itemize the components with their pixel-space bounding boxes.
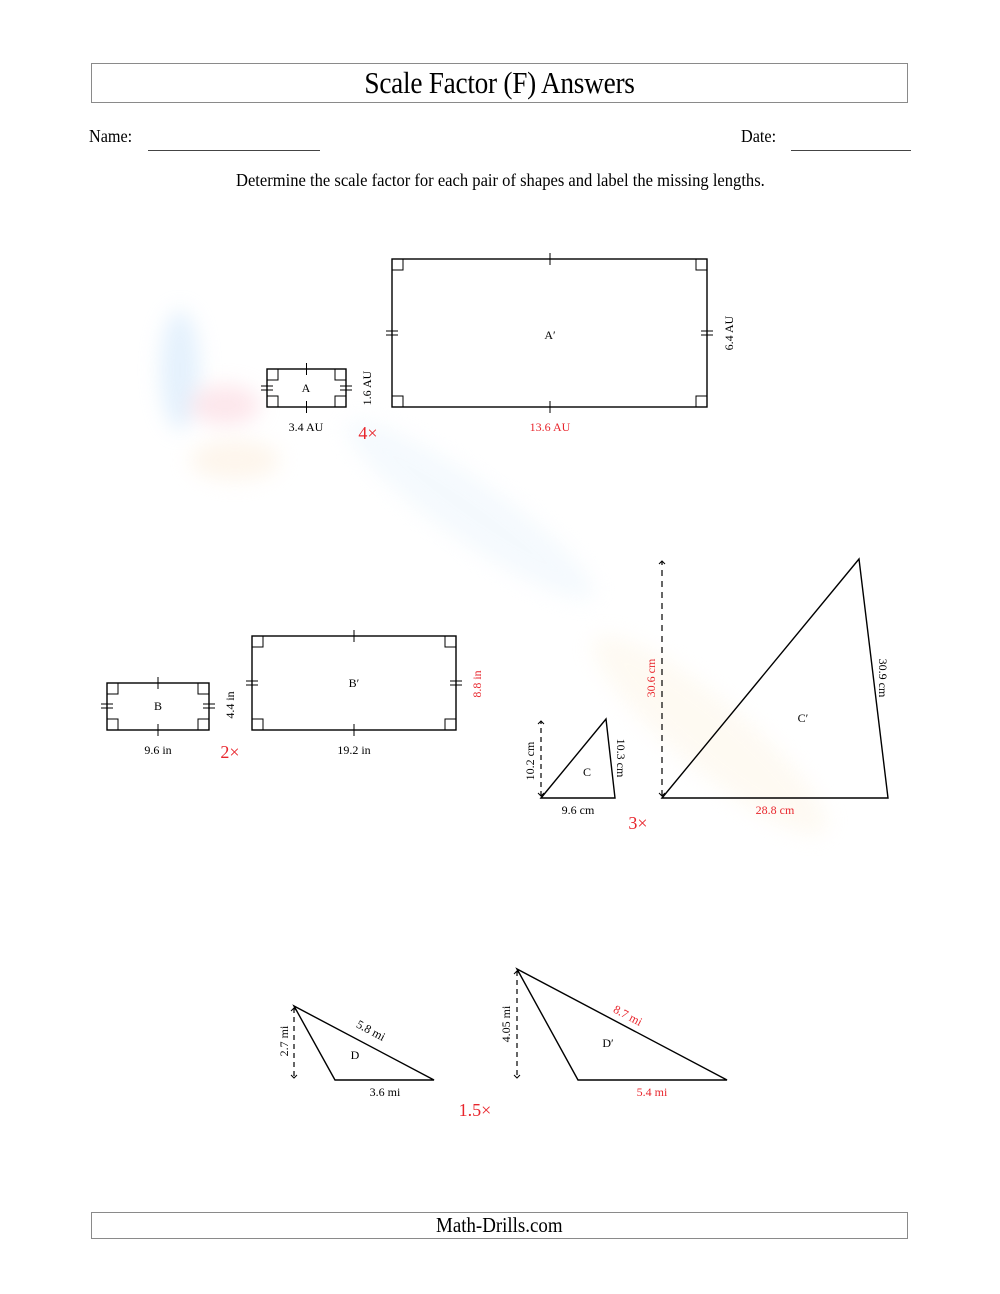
shape-d-base: 3.6 mi <box>369 1085 401 1099</box>
shape-c-prime-label: C′ <box>797 711 809 725</box>
shape-b-prime-label: B′ <box>348 676 360 690</box>
instructions-text: Determine the scale factor for each pair of shapes and label the missing lengths. <box>235 170 765 190</box>
shape-a-prime-width: 13.6 AU <box>529 420 571 434</box>
shape-d-height: 2.7 mi <box>277 1025 291 1057</box>
scale-factor-d: 1.5× <box>458 1100 492 1120</box>
shape-b-prime-width: 19.2 in <box>337 743 371 757</box>
shape-c-prime-side: 30.9 cm <box>876 658 890 698</box>
shape-c-prime <box>662 559 888 798</box>
shape-b-height: 4.4 in <box>223 691 237 719</box>
shape-c-prime-base: 28.8 cm <box>755 803 795 817</box>
shape-c-height: 10.2 cm <box>523 741 537 781</box>
shape-a-prime-height: 6.4 AU <box>722 315 736 351</box>
shape-d-prime-height: 4.05 mi <box>499 1005 513 1043</box>
shape-d-prime-base: 5.4 mi <box>636 1085 668 1099</box>
shape-c-base: 9.6 cm <box>561 803 595 817</box>
scale-factor-c: 3× <box>628 813 648 833</box>
name-label: Name: <box>89 126 133 146</box>
shape-d <box>294 1006 434 1080</box>
shape-a-width: 3.4 AU <box>288 420 324 434</box>
shape-b-label: B <box>153 699 163 713</box>
shape-c-label: C <box>582 765 592 779</box>
date-label: Date: <box>741 126 777 146</box>
page-title: Scale Factor (F) Answers <box>364 65 635 100</box>
shape-b-width: 9.6 in <box>144 743 172 757</box>
shape-d-prime-side: 8.7 mi <box>611 1002 645 1029</box>
shape-d-side: 5.8 mi <box>354 1017 388 1044</box>
shape-b-prime-height: 8.8 in <box>470 670 484 698</box>
scale-factor-a: 4× <box>358 423 378 443</box>
shape-a-prime-label: A′ <box>544 328 556 342</box>
shape-a-height: 1.6 AU <box>360 370 374 406</box>
shape-c-side: 10.3 cm <box>614 738 628 778</box>
shape-c <box>541 719 615 798</box>
shape-d-prime <box>517 969 727 1080</box>
shape-c-prime-height: 30.6 cm <box>644 658 658 698</box>
footer-box <box>91 1212 908 1239</box>
shape-a-label: A <box>301 381 311 395</box>
footer-site: Math-Drills.com <box>436 1213 563 1237</box>
scale-factor-b: 2× <box>220 742 240 762</box>
shape-d-prime-label: D′ <box>602 1036 614 1050</box>
shape-d-label: D <box>350 1048 360 1062</box>
